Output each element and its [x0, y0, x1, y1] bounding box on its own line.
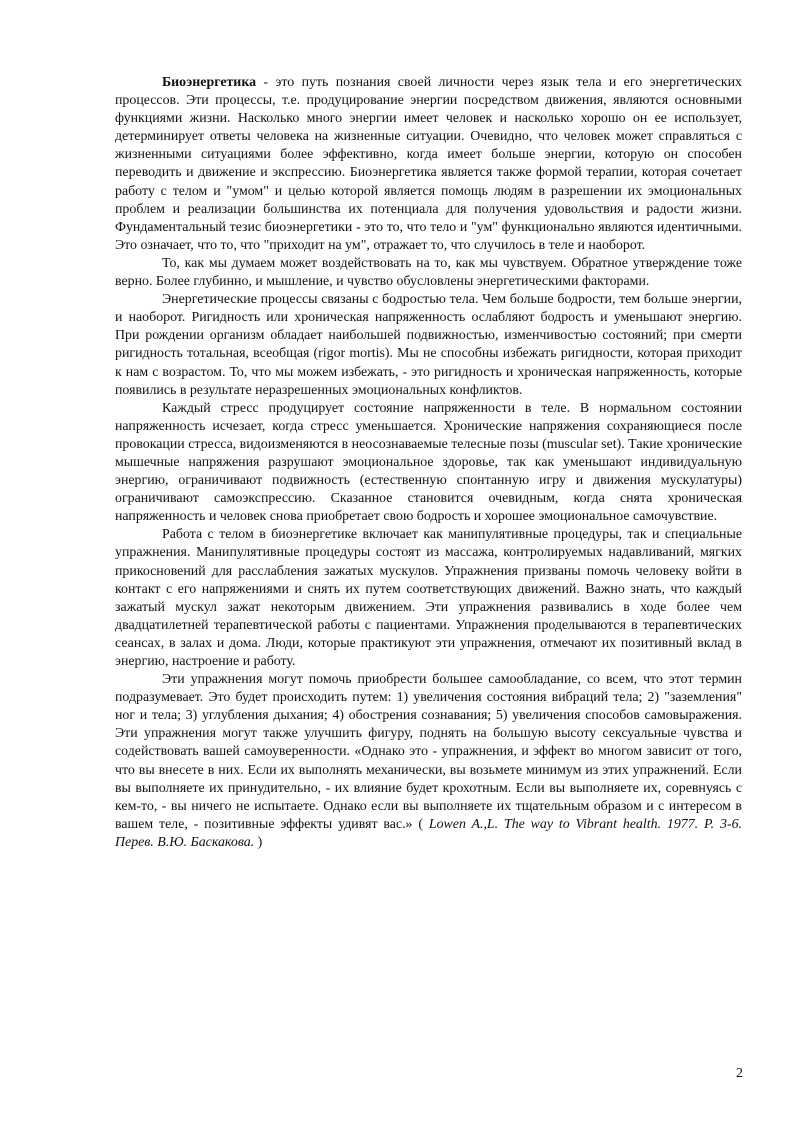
document-body — [115, 74, 742, 852]
term-bioenergetics: Биоэнергетика — [162, 75, 257, 90]
paragraph-exercises-text: Эти упражнения могут помочь приобрести большее самообладание, со всем, что этот термин подразумевает. Это будет происходить путем: 1) увеличения состояния вибраций тела; 2) "заземления" ног и тела; 3) углубления дыхания; 4) обострения сознавания; 5) увеличения способов самовыражения. Эти упражнения могут также улучшить фигуру, поднять на большую высоту сексуальные чувства и содействовать вашей самоуверенности. «Однако это - упражнения, и эффект во многом зависит от того, что вы внесете в них. Если их выполнять механически, вы возьмете минимум из этих упражнений. Если вы выполняете их принудительно, - их влияние будет крохотным. Если вы выполняете их, соревнуясь с кем-то, - вы ничего не испытаете. Однако если вы выполняете их тщательным образом и с интересом в вашем теле, - позитивные эффекты удивят вас.» ( — [115, 672, 742, 832]
paragraph-thinking: То, как мы думаем может воздействовать на то, как мы чувствуем. Обратное утверждение тоже верно. Более глубинно, и мышление, и чувство обусловлены энергетическими факторами. — [115, 255, 742, 290]
paragraph-body-work: Работа с телом в биоэнергетике включает как манипулятивные процедуры, так и специальные упражнения. Манипулятивные процедуры состоят из массажа, контролируемых надавливаний, мягких прикосновений для расслабления зажатых мускулов. Упражнения призваны помочь человеку войти в контакт с его напряжениями и снять их путем соответствующих движений. Важно знать, что каждый зажатый мускул зажат некоторым движением. Эти упражнения развивались в ходе более чем двадцатилетней терапевтической работы с пациентами. Упражнения проделываются в терапевтических сеансах, в залах и дома. Люди, которые практикуют эти упражнения, отмечают их позитивный вклад в энергию, настроение и работу. — [115, 527, 742, 669]
paragraph-energy-processes: Энергетические процессы связаны с бодростью тела. Чем больше бодрости, тем больше энергии, и наоборот. Ригидность или хроническая напряженность ослабляют бодрость и уменьшают энергию. При рождении организм обладает наибольшей подвижностью, изменчивостью состояний; при смерти ригидность тотальная, всеобщая (rigor mortis). Мы не способны избежать ригидности, которая приходит к нам с возрастом. То, что мы можем избежать, - это ригидность и хроническая напряженность, которые появились в результате неразрешенных эмоциональных конфликтов. — [115, 292, 742, 398]
paragraph-stress: Каждый стресс продуцирует состояние напряженности в теле. В нормальном состоянии напряженность исчезает, когда стресс уменьшается. Хронические напряжения сохраняющиеся после провокации стресса, видоизменяются в неосознаваемые телесные позы (muscular set). Такие хронические мышечные напряжения разрушают эмоциональное здоровье, так как уменьшают индивидуальную энергию, ограничивают подвижность (естественную спонтанную игру и движения мускулатуры) ограничивают самоэкспрессию. Сказанное становится очевидным, когда снята хроническая напряженность и человек снова приобретает свою бодрость и хорошее эмоциональное самочувствие. — [115, 400, 743, 525]
page-number: 2 — [736, 1066, 743, 1081]
paragraph-intro-text: - это путь познания своей личности через язык тела и его энергетических процессов. Эти процессы, т.е. продуцирование энергии посредством движения, являются основными функциями жизни. Насколько много энергии имеет человек и насколько хорошо он ее использует, детерминирует ответы человека на жизненные ситуации. Очевидно, что человек может справляться с жизненными ситуациями более эффективно, когда имеет больше энергии, которую он способен переводить и движение и экспрессию. Биоэнергетика является также формой терапии, которая сочетает работу с телом и "умом" и целью которой является помощь людям в разрешении их эмоциональных проблем и реализации большинства их потенциала для получения удовольствия и радости жизни. Фундаментальный тезис биоэнергетики - это то, что тело и "ум" функционально являются идентичными. Это означает, что то, что "приходит на ум", отражает то, что случилось в теле и наоборот. — [115, 75, 742, 253]
citation: Lowen A.,L. The way to Vibrant health. 1977. P. 3-6. Перев. В.Ю. Баскакова. — [115, 816, 742, 850]
citation-close: ) — [254, 834, 263, 850]
paragraph-exercises — [115, 671, 742, 852]
paragraph-intro — [115, 74, 742, 255]
